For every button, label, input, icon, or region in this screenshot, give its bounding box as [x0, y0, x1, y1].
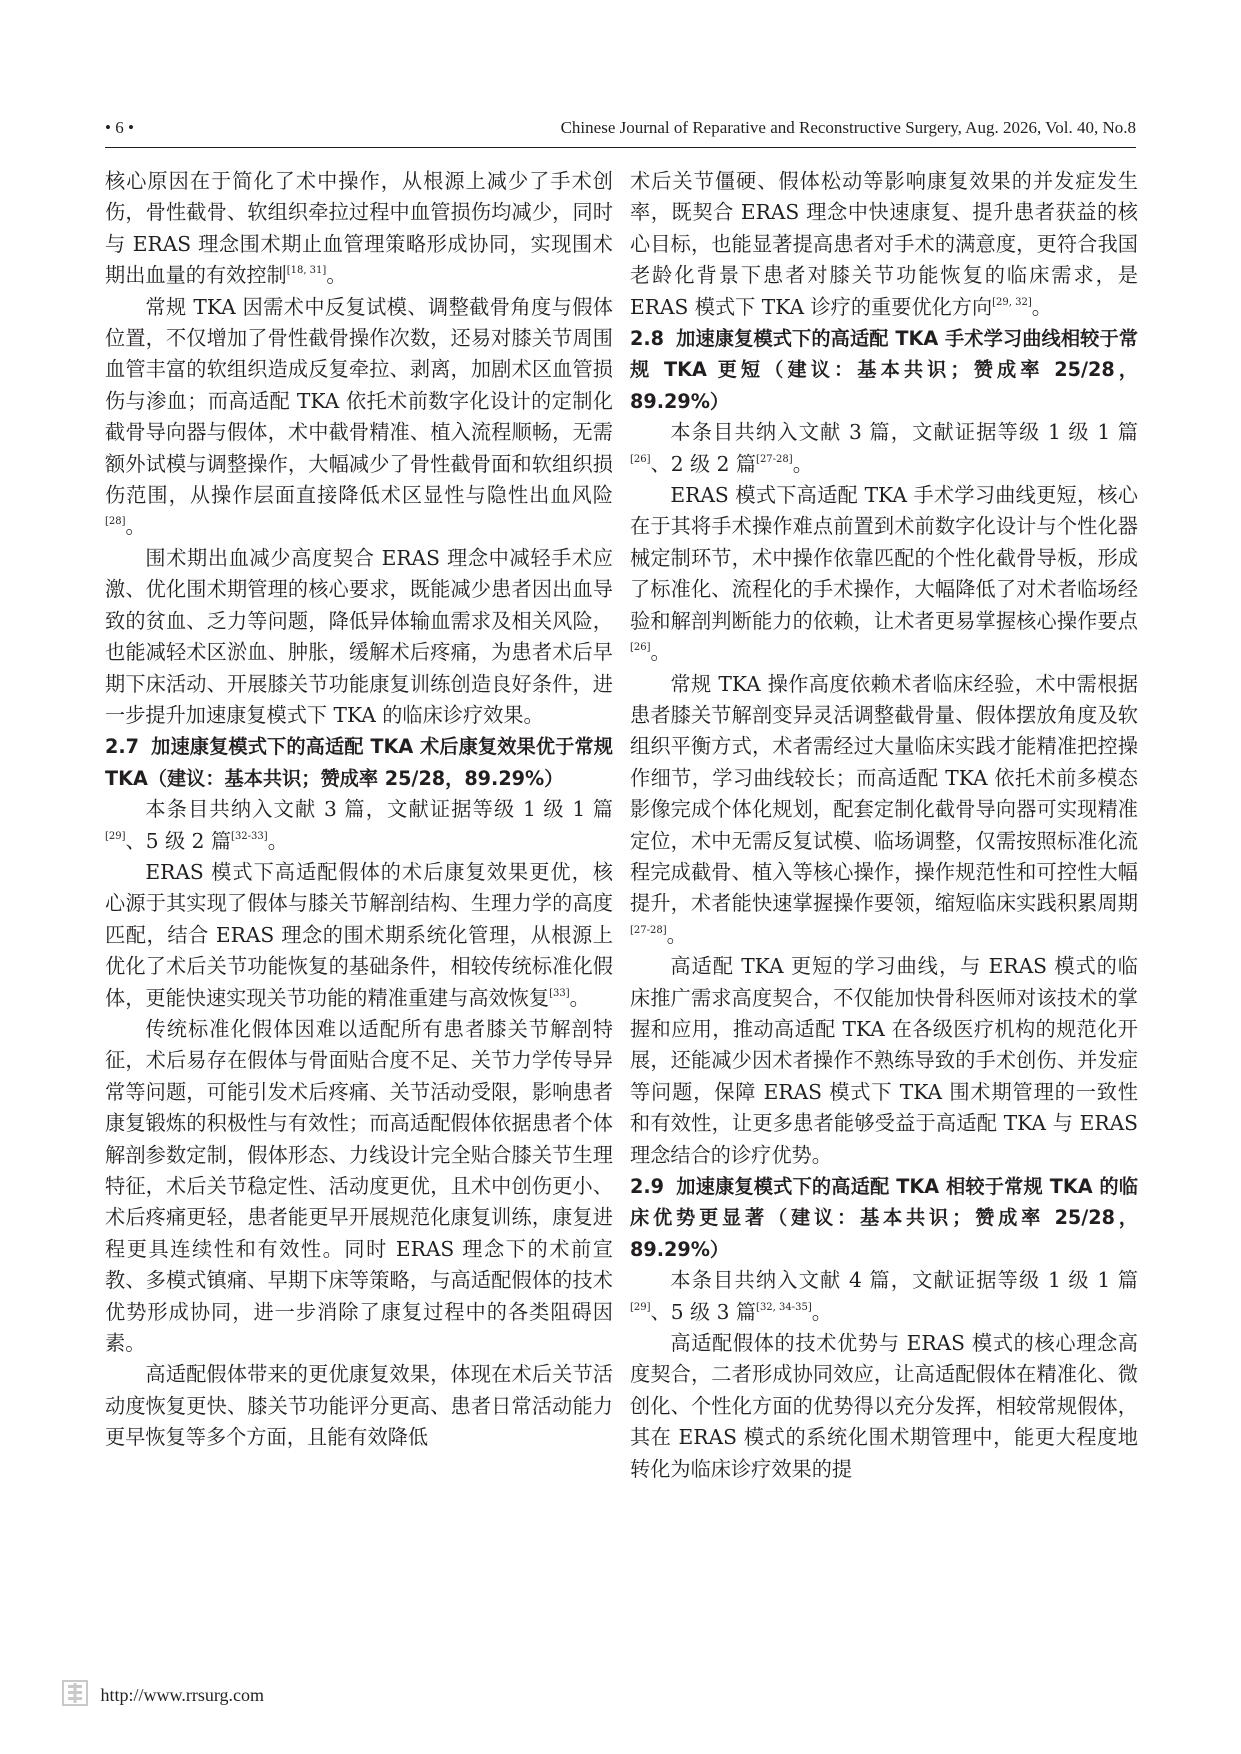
paragraph-text: 常规 TKA 因需术中反复试模、调整截骨角度与假体位置，不仅增加了骨性截骨操作次数，还易对膝关节周围血管丰富的软组织造成反复牵拉、剥离，加剧术区血管损伤与渗血；而高适配 TKA 依托术前数字化设计的定制化截骨导向器与假体，术中截骨精准、植入流程顺畅，无需额外试模与调整操作，大幅减少了骨性截骨面和软组织损伤范围，从操作层面直接降低术区显性与隐性出血风险 [105, 294, 613, 508]
paragraph-text: 常规 TKA 操作高度依赖术者临床经验，术中需根据患者膝关节解剖变异灵活调整截骨量、假体摆放角度及软组织平衡方式，术者需经过大量临床实践才能精准把控操作细节，学习曲线较长；而高适配 TKA 依托术前多模态影像完成个体化规划，配套定制化截骨导向器可实现精准定位，术中无需反复试模、临场调整，仅需按照标准化流程完成截骨、植入等核心操作，操作规范性和可控性大幅提升，术者能快速掌握操作要领，缩短临床实践积累周期 [630, 671, 1138, 916]
paragraph-text-tail: 。 [792, 451, 813, 476]
body-paragraph [105, 292, 613, 543]
journal-logo-icon [62, 1680, 88, 1711]
paragraph-text-tail: 。 [267, 828, 288, 853]
paragraph-text: ERAS 模式下高适配 TKA 手术学习曲线更短，核心在于其将手术操作难点前置到术前数字化设计与个性化器械定制环节，术中操作依靠匹配的个性化截骨导板，形成了标准化、流程化的手术操作，大幅降低了对术者临场经验和解剖判断能力的依赖，让术者更易掌握核心操作要点 [630, 483, 1138, 633]
left-column [105, 166, 613, 1454]
paragraph-text-tail: 。 [666, 922, 687, 947]
body-paragraph [630, 480, 1138, 668]
page-number: • 6 • [105, 118, 134, 137]
paragraph-text: 高适配假体带来的更优康复效果，体现在术后关节活动度恢复更快、膝关节功能评分更高、患者日常活动能力更早恢复等多个方面，且能有效降低 [105, 1362, 613, 1450]
paragraph-text: 本条目共纳入文献 3 篇，文献证据等级 1 级 1 篇 [145, 797, 613, 822]
citation-ref: [32, 34-35] [756, 1301, 812, 1313]
paragraph-text-tail: 。 [650, 640, 671, 665]
citation-ref: [26] [630, 642, 651, 654]
paragraph-text-tail: 。 [811, 1299, 832, 1324]
section-heading-text: 加速康复模式下的高适配 TKA 相较于常规 TKA 的临床优势更显著（建议：基本共识；赞成率 25/28，89.29%） [630, 1175, 1138, 1261]
paragraph-text: 术后关节僵硬、假体松动等影响康复效果的并发症发生率，既契合 ERAS 理念中快速康复、提升患者获益的核心目标，也能显著提高患者对手术的满意度，更符合我国老龄化背景下患者对膝关节功能恢复的临床需求，是 ERAS 模式下 TKA 诊疗的重要优化方向 [630, 169, 1138, 319]
paragraph-text: 传统标准化假体因难以适配所有患者膝关节解剖特征，术后易存在假体与骨面贴合度不足、关节力学传导异常等问题，可能引发术后疼痛、关节活动受限，影响患者康复锻炼的积极性与有效性；而高适配假体依据患者个体解剖参数定制，假体形态、力线设计完全贴合膝关节生理特征，术后关节稳定性、活动度更优，且术中创伤更小、术后疼痛更轻，患者能更早开展规范化康复训练，康复进程更具连续性和有效性。同时 ERAS 理念下的术前宣教、多模式镇痛、早期下床等策略，与高适配假体的技术优势形成协同，进一步消除了康复过程中的各类阻碍因素。 [105, 1016, 613, 1356]
body-paragraph [630, 1265, 1138, 1328]
paragraph-text: ERAS 模式下高适配假体的术后康复效果更优，核心源于其实现了假体与膝关节解剖结构、生理力学的高度匹配，结合 ERAS 理念的围术期系统化管理，从根源上优化了术后关节功能恢复的基础条件，相较传统标准化假体，更能快速实现关节功能的精准重建与高效恢复 [105, 859, 613, 1010]
body-paragraph [630, 951, 1138, 1171]
body-paragraph [630, 1328, 1138, 1485]
citation-ref: [27-28] [630, 924, 667, 936]
footer-url[interactable]: http://www.rrsurg.com [100, 1685, 264, 1705]
citation-ref: [18, 31] [286, 265, 327, 277]
citation-ref: [27-28] [756, 453, 793, 465]
paragraph-text: 核心原因在于简化了术中操作，从根源上减少了手术创伤，骨性截骨、软组织牵拉过程中血管损伤均减少，同时与 ERAS 理念围术期止血管理策略形成协同，实现围术期出血量的有效控制 [105, 169, 613, 288]
paragraph-text: 本条目共纳入文献 3 篇，文献证据等级 1 级 1 篇 [670, 420, 1138, 445]
paragraph-text: 高适配 TKA 更短的学习曲线，与 ERAS 模式的临床推广需求高度契合，不仅能加快骨科医师对该技术的掌握和应用，推动高适配 TKA 在各级医疗机构的规范化开展，还能减少因术者操作不熟练导致的手术创伤、并发症等问题，保障 ERAS 模式下 TKA 围术期管理的一致性和有效性，让更多患者能够受益于高适配 TKA 与 ERAS 理念结合的诊疗优势。 [630, 954, 1138, 1167]
citation-ref: [29, 32] [992, 296, 1032, 308]
body-paragraph [105, 166, 613, 292]
paragraph-text: 高适配假体的技术优势与 ERAS 模式的核心理念高度契合，二者形成协同效应，让高适配假体在精准化、微创化、个性化方面的优势得以充分发挥，相较常规假体，其在 ERAS 模式的系统化围术期管理中，能更大程度地转化为临床诊疗效果的提 [630, 1331, 1138, 1481]
right-column [630, 166, 1138, 1485]
section-number: 2.9 [630, 1175, 664, 1198]
paragraph-text-tail: 。 [1031, 294, 1052, 319]
body-paragraph [630, 166, 1138, 323]
paragraph-text: 围术期出血减少高度契合 ERAS 理念中减轻手术应激、优化围术期管理的核心要求，既能减少患者因出血导致的贫血、乏力等问题，降低异体输血需求及相关风险，也能减轻术区淤血、肿胀，缓解术后疼痛，为患者术后早期下床活动、开展膝关节功能康复训练创造良好条件，进一步提升加速康复模式下 TKA 的临床诊疗效果。 [105, 545, 613, 727]
section-heading [630, 1171, 1138, 1265]
section-heading-text: 加速康复模式下的高适配 TKA 术后康复效果优于常规 TKA（建议：基本共识；赞成率 25/28，89.29%） [105, 735, 613, 790]
journal-citation: Chinese Journal of Reparative and Reconstructive Surgery, Aug. 2026, Vol. 40, No.8 [560, 118, 1136, 137]
section-number: 2.7 [105, 735, 139, 759]
citation-ref: [29] [105, 830, 126, 842]
paragraph-text-tail: 。 [326, 263, 347, 288]
citation-ref: [26] [630, 453, 651, 465]
footer [62, 1680, 264, 1710]
body-paragraph [630, 669, 1138, 952]
section-heading [630, 323, 1138, 417]
section-heading-text: 加速康复模式下的高适配 TKA 手术学习曲线相较于常规 TKA 更短（建议：基本共识；赞成率 25/28，89.29%） [630, 327, 1138, 413]
section-heading [105, 731, 613, 794]
body-paragraph [105, 794, 613, 857]
citation-ref: [32-33] [231, 830, 268, 842]
citation-ref: [33] [549, 987, 570, 999]
citation-ref: [28] [105, 516, 126, 528]
body-paragraph [630, 417, 1138, 480]
body-paragraph [105, 1014, 613, 1359]
paragraph-text-tail: 、5 级 3 篇 [650, 1299, 757, 1324]
running-header [105, 118, 1136, 148]
paragraph-text-tail: 。 [125, 514, 146, 539]
body-paragraph [105, 1359, 613, 1453]
header-rule [105, 147, 1136, 148]
paragraph-text: 本条目共纳入文献 4 篇，文献证据等级 1 级 1 篇 [670, 1268, 1138, 1293]
body-paragraph [105, 543, 613, 731]
citation-ref: [29] [630, 1301, 651, 1313]
paragraph-text-tail: 、2 级 2 篇 [650, 451, 757, 476]
paragraph-text-tail: 。 [569, 985, 590, 1010]
body-paragraph [105, 857, 613, 1014]
paragraph-text-tail: 、5 级 2 篇 [125, 828, 232, 853]
section-number: 2.8 [630, 327, 664, 351]
